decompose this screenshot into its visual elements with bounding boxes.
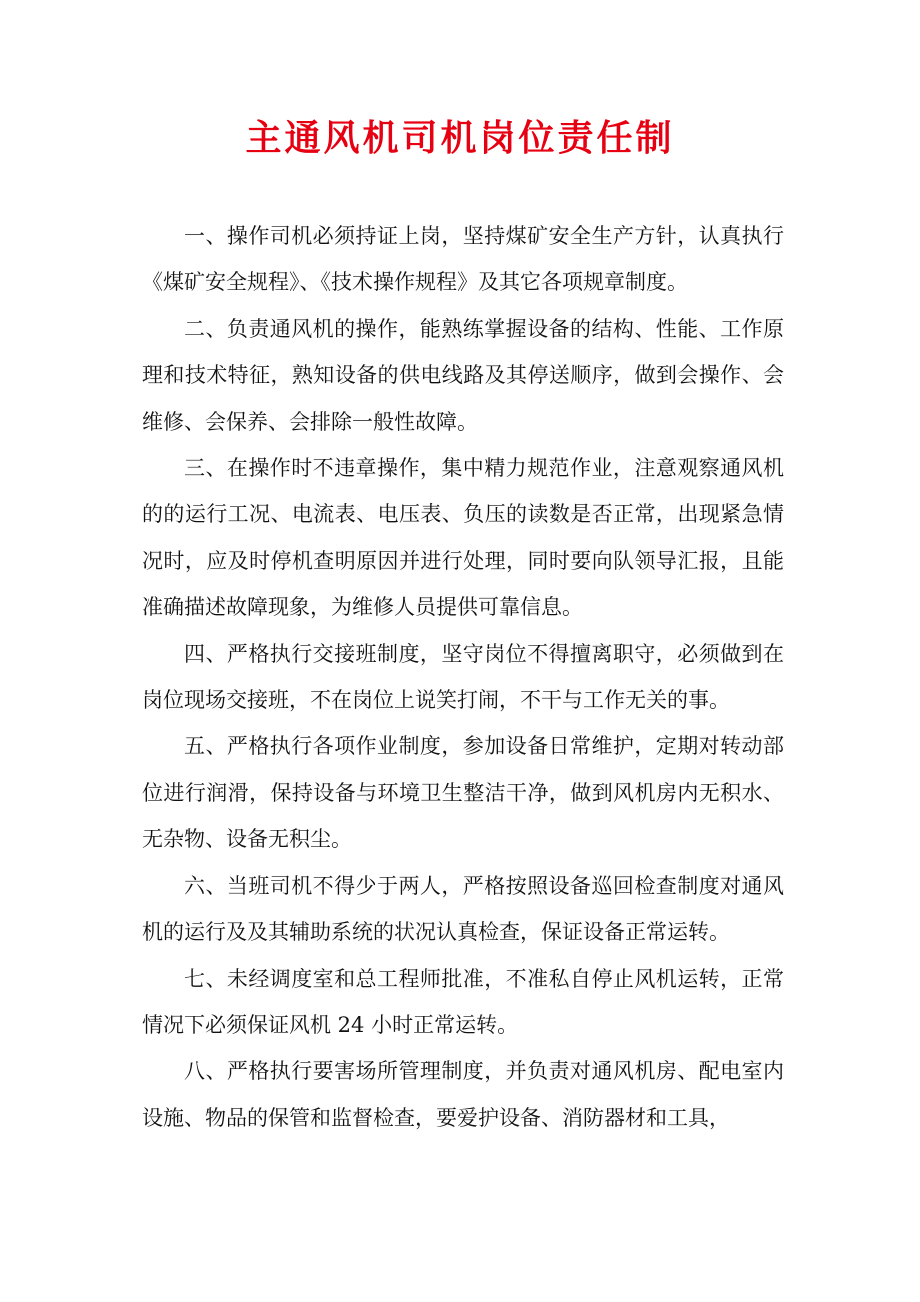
paragraph-2: 二、负责通风机的操作，能熟练掌握设备的结构、性能、工作原理和技术特征，熟知设备的供电线路及其停送顺序，做到会操作、会维修、会保养、会排除一般性故障。 xyxy=(142,316,784,434)
document-title: 主通风机司机岗位责任制 xyxy=(245,117,675,159)
paragraph-1: 一、操作司机必须持证上岗，坚持煤矿安全生产方针，认真执行《煤矿安全规程》、《技术操作规程》及其它各项规章制度。 xyxy=(142,224,784,295)
paragraph-5: 五、严格执行各项作业制度，参加设备日常维护，定期对转动部位进行润滑，保持设备与环境卫生整洁干净，做到风机房内无积水、无杂物、设备无积尘。 xyxy=(142,734,784,852)
paragraph-7: 七、未经调度室和总工程师批准，不准私自停止风机运转，正常情况下必须保证风机 24 小时正常运转。 xyxy=(142,966,784,1037)
paragraph-4: 四、严格执行交接班制度，坚守岗位不得擅离职守，必须做到在岗位现场交接班，不在岗位上说笑打闹，不干与工作无关的事。 xyxy=(142,641,784,713)
paragraph-8: 八、严格执行要害场所管理制度，并负责对通风机房、配电室内设施、物品的保管和监督检查，要爱护设备、消防器材和工具， xyxy=(142,1059,784,1130)
paragraph-3: 三、在操作时不违章操作，集中精力规范作业，注意观察通风机的的运行工况、电流表、电压表、负压的读数是否正常，出现紧急情况时，应及时停机查明原因并进行处理，同时要向队领导汇报，且能准确描述故障现象，为维修人员提供可靠信息。 xyxy=(142,456,784,620)
paragraph-6: 六、当班司机不得少于两人，严格按照设备巡回检查制度对通风机的运行及及其辅助系统的状况认真检查，保证设备正常运转。 xyxy=(142,873,784,945)
document-body xyxy=(142,213,784,1141)
